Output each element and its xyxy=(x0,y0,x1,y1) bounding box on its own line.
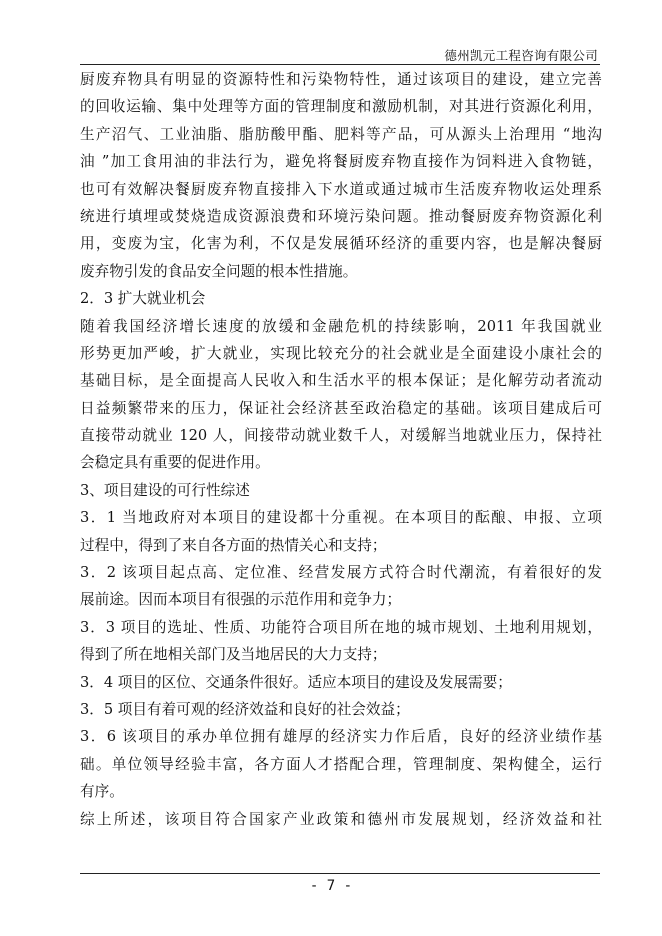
text-line: 3．4 项目的区位、交通条件很好。适应本项目的建设及发展需要； xyxy=(80,673,512,691)
page-header xyxy=(80,44,600,65)
text-line: 厨废弃物具有明显的资源特性和污染物特性，通过该项目的建设，建立完善 xyxy=(80,71,602,88)
text-line: 基础目标，是全面提高人民收入和生活水平的根本保证；是化解劳动者流动 xyxy=(80,372,602,390)
page-number: - 7 - xyxy=(309,878,353,894)
text-line: 综上所述，该项目符合国家产业政策和德州市发展规划，经济效益和社 xyxy=(80,810,602,828)
text-line: 得到了所在地相关部门及当地居民的大力支持； xyxy=(80,646,387,664)
text-line: 展前途。因而本项目有很强的示范作用和竞争力； xyxy=(80,591,402,609)
text-line: 3．1 当地政府对本项目的建设都十分重视。在本项目的酝酿、申报、立项 xyxy=(80,509,602,527)
text-line: 过程中，得到了来自各方面的热情关心和支持； xyxy=(80,536,387,554)
text-line: 3．3 项目的选址、性质、功能符合项目所在地的城市规划、土地利用规划， xyxy=(80,618,602,636)
text-line: 的回收运输、集中处理等方面的管理制度和激励机制，对其进行资源化利用， xyxy=(80,98,602,116)
text-line: 3．5 项目有着可观的经济效益和良好的社会效益； xyxy=(80,700,410,718)
text-line: 2．3 扩大就业机会 xyxy=(80,290,206,308)
text-line: 随着我国经济增长速度的放缓和金融危机的持续影响，2011 年我国就业 xyxy=(80,317,602,335)
document-body xyxy=(80,66,602,833)
text-line: 直接带动就业 120 人，间接带动就业数千人，对缓解当地就业压力，保持社 xyxy=(80,427,602,445)
text-line: 形势更加严峻，扩大就业，实现比较充分的社会就业是全面建设小康社会的 xyxy=(80,344,602,362)
text-line: 油 ”加工食用油的非法行为，避免将餐厨废弃物直接作为饲料进入食物链， xyxy=(80,153,602,171)
text-line: 生产沼气、工业油脂、脂肪酸甲酯、肥料等产品，可从源头上治理用 “地沟 xyxy=(80,125,602,143)
text-line: 用，变废为宝，化害为利，不仅是发展循环经济的重要内容，也是解决餐厨 xyxy=(80,235,602,253)
text-line: 也可有效解决餐厨废弃物直接排入下水道或通过城市生活废弃物收运处理系 xyxy=(80,180,602,198)
footer-divider xyxy=(80,873,600,874)
text-line: 有序。 xyxy=(80,783,124,801)
text-line: 日益频繁带来的压力，保证社会经济甚至政治稳定的基础。该项目建成后可 xyxy=(80,399,602,417)
text-line: 础。单位领导经验丰富，各方面人才搭配合理，管理制度、架构健全，运行 xyxy=(80,755,602,773)
text-line: 统进行填埋或焚烧造成资源浪费和环境污染问题。推动餐厨废弃物资源化利 xyxy=(80,207,602,225)
text-line: 会稳定具有重要的促进作用。 xyxy=(80,454,270,472)
header-company-name: 德州凯元工程咨询有限公司 xyxy=(444,48,598,63)
text-line: 3、项目建设的可行性综述 xyxy=(80,481,250,499)
text-line: 3．2 该项目起点高、定位准、经营发展方式符合时代潮流，有着很好的发 xyxy=(80,564,602,582)
text-line: 3．6 该项目的承办单位拥有雄厚的经济实力作后盾，良好的经济业绩作基 xyxy=(80,728,602,746)
text-line: 废弃物引发的食品安全问题的根本性措施。 xyxy=(80,262,358,280)
